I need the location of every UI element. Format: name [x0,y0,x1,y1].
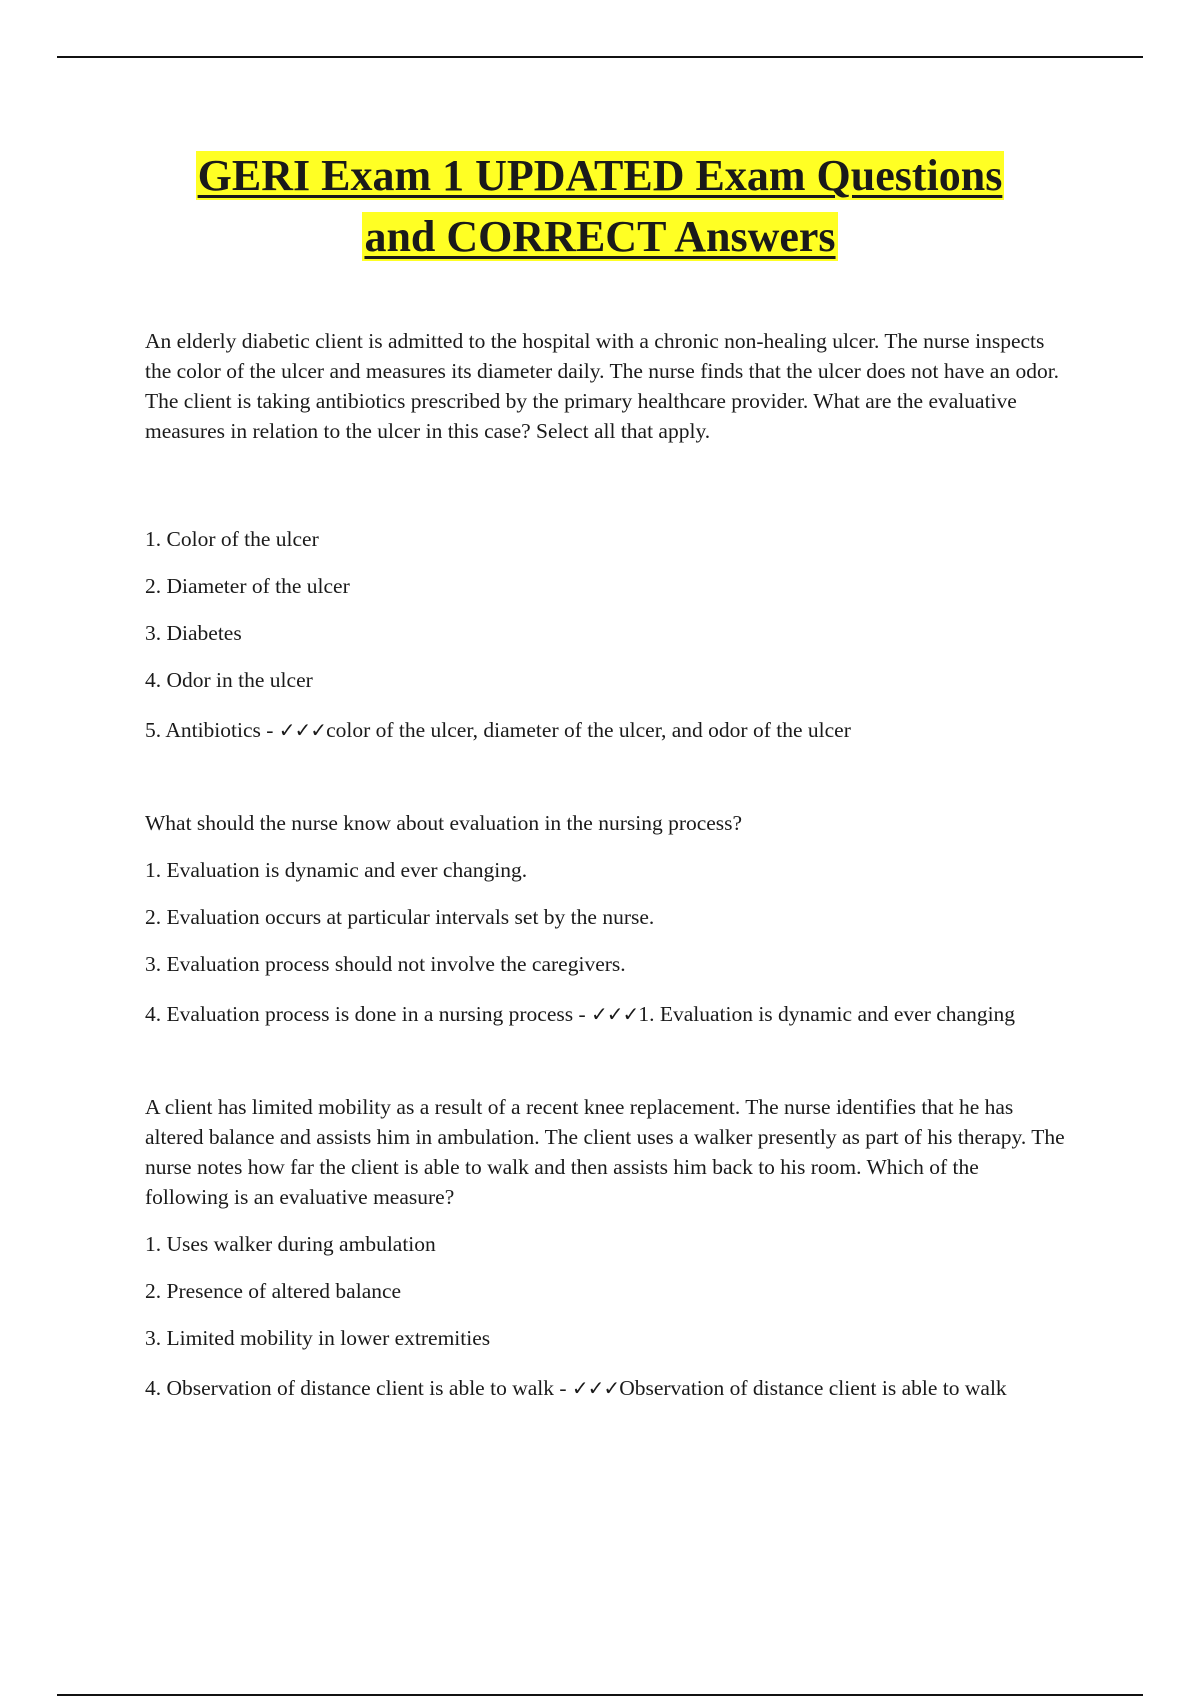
q2-option-4-answer [145,999,1065,1029]
q2-option-1: 1. Evaluation is dynamic and ever changing. [145,858,528,882]
q1-option-3: 3. Diabetes [145,621,242,645]
q3-option-2: 2. Presence of altered balance [145,1279,402,1303]
q2-option-3: 3. Evaluation process should not involve the caregivers. [145,952,626,976]
q1-option-2: 2. Diameter of the ulcer [145,574,350,598]
q2-last-option: 4. Evaluation process is done in a nursing process - [145,1002,592,1026]
document-body [145,326,1065,1403]
q2-option-2: 2. Evaluation occurs at particular intervals set by the nurse. [145,905,655,929]
q3-option-3: 3. Limited mobility in lower extremities [145,1326,491,1350]
title-line-1: GERI Exam 1 UPDATED Exam Questions [197,151,1003,200]
question-2-text: What should the nurse know about evaluation in the nursing process? [145,811,743,835]
q3-option-4-answer [145,1373,1065,1403]
question-1-text: An elderly diabetic client is admitted to the hospital with a chronic non-healing ulcer. The nurse inspects the color of the ulcer and measures its diameter daily. The nurse finds that the ulcer does not have an odor. The client is taking antibiotics prescribed by the primary healthcare provider. What are the evaluative measures in relation to the ulcer in this case? Select all that apply. [145,329,1060,443]
check-marks-icon: ✓✓✓ [278,718,327,742]
q3-answer: Observation of distance client is able to walk [619,1376,1007,1400]
q1-last-option: 5. Antibiotics - [145,718,279,742]
top-rule [57,56,1143,58]
q1-option-1: 1. Color of the ulcer [145,527,319,551]
title-line-2: and CORRECT Answers [364,212,836,261]
q1-answer: color of the ulcer, diameter of the ulcer, and odor of the ulcer [326,718,851,742]
document-title [0,145,1200,267]
q1-option-5-answer [145,715,1065,745]
q3-last-option: 4. Observation of distance client is able to walk - [145,1376,572,1400]
question-3-text: A client has limited mobility as a result of a recent knee replacement. The nurse identifies that he has altered balance and assists him in ambulation. The client uses a walker presently as part of his therapy. The nurse notes how far the client is able to walk and then assists him back to his room. Which of the following is an evaluative measure? [145,1095,1065,1209]
check-marks-icon: ✓✓✓ [571,1376,620,1400]
bottom-rule [57,1694,1143,1696]
q2-answer: 1. Evaluation is dynamic and ever changing [638,1002,1016,1026]
q3-option-1: 1. Uses walker during ambulation [145,1232,436,1256]
check-marks-icon: ✓✓✓ [591,1002,639,1026]
q1-option-4: 4. Odor in the ulcer [145,668,313,692]
